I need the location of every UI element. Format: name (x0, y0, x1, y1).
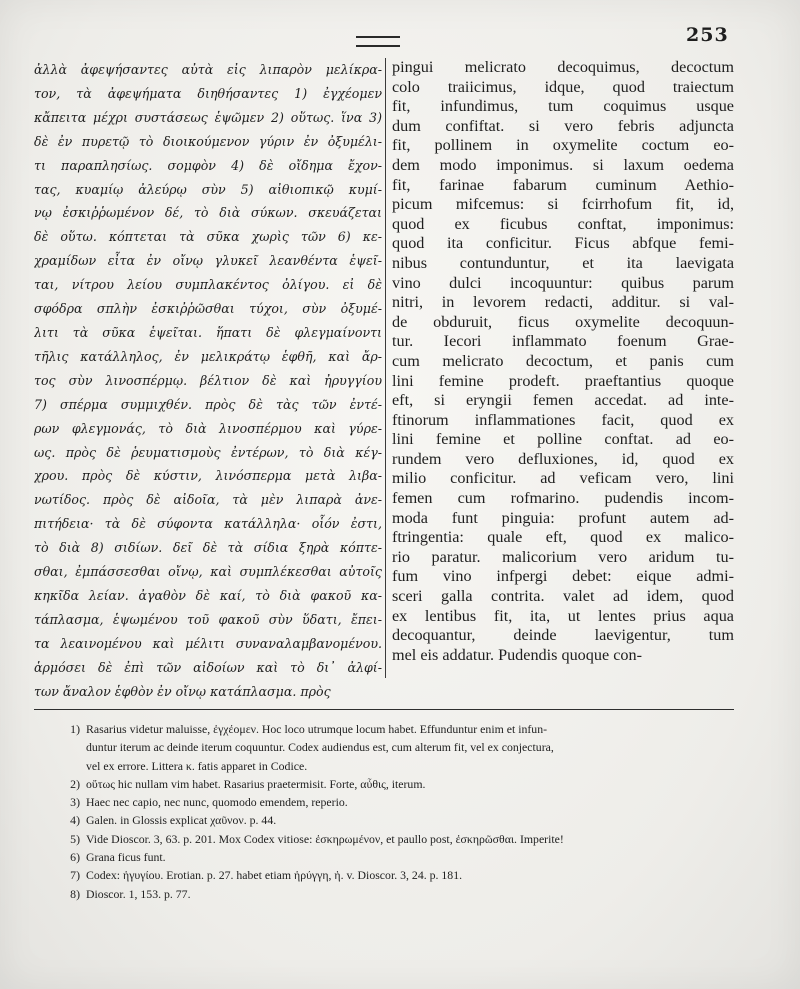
latin-text-line: dum confiftat. si vero febris adjuncta (392, 116, 734, 135)
footnote-number: 4) (70, 813, 80, 828)
footnote (46, 811, 736, 829)
footnote-text: Dioscor. 1, 153. p. 77. (86, 886, 191, 901)
latin-text-line: nibus contunduntur, et ita laevigata (392, 253, 734, 272)
greek-text-line: ἁρμόσει δὲ ἐπὶ τῶν αἰδοίων καὶ τὸ δι᾽ ἀλφί- (34, 659, 382, 675)
footnote (46, 775, 736, 793)
footnote-number: 2) (70, 776, 80, 791)
latin-text-line: cum melicrato decoctum, et panis cum (392, 351, 734, 370)
latin-text-line: nitri, in levorem redacti, additur. si val- (392, 293, 734, 312)
footnote-text: Grana ficus funt. (86, 850, 166, 865)
greek-text-line: τι παραπλησίως. σομφὸν 4) δὲ οἴδημα ἔχον- (34, 157, 382, 173)
latin-text-line: quod ita conficitur. Ficus abfque femi- (392, 234, 734, 253)
greek-text-line: κηκῖδα λείαν. ἀγαθὸν δὲ καί, τὸ διὰ φακοῦ κα- (34, 587, 382, 603)
latin-text-line: fum vino infpergi debet: eique admi- (392, 567, 734, 586)
greek-text-line: τὸ διὰ 8) σιδίων. δεῖ δὲ τὰ σίδια ξηρὰ κόπτε- (34, 540, 382, 556)
footnote-separator (34, 709, 734, 710)
greek-text-line: τῆλις κατάλληλος, ἐν μελικράτῳ ἑφθῆ, καὶ ἄρ- (34, 348, 382, 364)
latin-text-line: rio paratur. malicorium vero aridum tu- (392, 547, 734, 566)
greek-text-line: λιτι τὰ σῦκα ἑψεῖται. ἥπατι δὲ φλεγμαίνοντι (34, 324, 382, 340)
footnote-text: Vide Dioscor. 3, 63. p. 201. Mox Codex vitiose: ἐσκηρωμένον, et paullo post, ἐσκηρῶσθαι. Imperite! (86, 831, 564, 846)
latin-text-line: ftringentia: quale eft, quod ex malico- (392, 528, 734, 547)
greek-text-line: τα λεαινομένου καὶ μέλιτι συναναλαμβανομένου. (34, 635, 382, 651)
greek-text-line: νωτίδος. πρὸς δὲ αἰδοῖα, τὰ μὲν λιπαρὰ ἀνε- (34, 492, 382, 508)
greek-text-line: 7) σπέρμα συμμιχθέν. πρὸς δὲ τὰς τῶν ἐντέ- (34, 396, 382, 412)
footnote-number: 5) (70, 831, 80, 846)
page-number: 253 (686, 24, 729, 46)
latin-translation-column (392, 58, 734, 665)
latin-text-line: milio conficitur. ad veficam vero, lini (392, 469, 734, 488)
greek-text-line: τος σὺν λινοσπέρμῳ. βέλτιον δὲ καὶ ἠρυγγίου (34, 372, 382, 388)
footnote-number: 8) (70, 886, 80, 901)
latin-text-line: eft, si eryngii femen accedat. ad inte- (392, 391, 734, 410)
greek-text-line: σθαι, ἐμπάσσεσθαι οἴνῳ, καὶ συμπλέκεσθαι αὐτοῖς (34, 564, 382, 580)
latin-text-line: mel eis addatur. Pudendis quoque con- (392, 645, 642, 664)
greek-text-line: ως. πρὸς δὲ ῥευματισμοὺς ἐντέρων, τὸ διὰ κέγ- (34, 444, 382, 460)
latin-text-line: moda funt pinguia: profunt autem ad- (392, 508, 734, 527)
column-divider (385, 58, 386, 678)
greek-text-line: χραμίδων εἶτα ἐν οἴνῳ γλυκεῖ λεανθέντα ἑψεῖ- (34, 253, 382, 269)
greek-text-line: πιτήδεια· τὰ δὲ σύφοντα κατάλληλα· οἷόν ἐστι, (34, 516, 382, 532)
footnote-text: Haec nec capio, nec nunc, quomodo emendem, reperio. (86, 795, 348, 810)
footnote-number: 3) (70, 795, 80, 810)
footnote-text: Galen. in Glossis explicat χαῦνον. p. 44. (86, 813, 277, 828)
footnote (46, 793, 736, 811)
footnote (46, 738, 736, 756)
latin-text-line: colo traiicimus, idque, quod traiectum (392, 77, 734, 96)
greek-text-line: νῳ ἐσκιῤῥωμένον δέ, τὸ διὰ σύκων. σκευάζεται (34, 205, 382, 221)
latin-text-line: lini femine et polline conftat. ad eo- (392, 430, 734, 449)
latin-text-line: ftinorum inflammationes facit, quod ex (392, 410, 734, 429)
greek-text-line: ρων φλεγμονάς, τὸ διὰ λινοσπέρμου καὶ γύρε- (34, 420, 382, 436)
footnotes-section (46, 720, 736, 903)
footnote-text: duntur iterum ac deinde iterum coquuntur. Codex audiendus est, cum alterum fit, vel ex conjectura, (86, 740, 554, 755)
footnote-text: Rasarius videtur maluisse, ἐγχέομεν. Hoc loco utrumque locum habet. Effunduntur enim et infun- (86, 722, 548, 736)
greek-text-line: ται, νίτρου λείου συμπλακέντος ὀλίγου. εἰ δὲ (34, 277, 382, 293)
footnote-number: 1) (70, 722, 80, 736)
footnote (46, 720, 736, 738)
greek-text-line: των ἄναλον ἑφθὸν ἐν οἴνῳ κατάπλασμα. πρὸς (34, 683, 331, 699)
latin-text-line: ex lentibus fit, ita, ut lentes prius aqua (392, 606, 734, 625)
latin-text-line: femen cum rofmarino. pudendis incom- (392, 489, 734, 508)
latin-text-line: sceri galla contrita. valet ad idem, quod (392, 587, 734, 606)
footnote (46, 885, 736, 903)
greek-text-line: ἀλλὰ ἀφεψήσαντες αὐτὰ εἰς λιπαρὸν μελίκρα- (34, 62, 382, 77)
footnote (46, 866, 736, 884)
greek-text-line: χρου. πρὸς δὲ κύστιν, λινόσπερμα μετὰ λιβα- (34, 468, 382, 484)
greek-text-line: τας, κυαμίῳ ἀλεύρῳ σὺν 5) αἰθιοπικῷ κυμί- (34, 181, 382, 197)
latin-text-line: fit, farinae fabarum cuminum Aethio- (392, 175, 734, 194)
latin-text-line: lini femine prodeft. praeftantius quoque (392, 371, 734, 390)
footnote-text: vel ex errore. Littera κ. fatis apparet in Codice. (86, 758, 308, 773)
latin-text-line: tur. Iecori inflammato foenum Grae- (392, 332, 734, 351)
footnote (46, 848, 736, 866)
latin-text-line: fit, infundimus, tum coquimus usque (392, 97, 734, 116)
latin-text-line: rundem vero defluxiones, id, quod ex (392, 449, 734, 468)
footnote-number: 7) (70, 868, 80, 883)
greek-text-line: σφόδρα σπλὴν ἐσκιῤῥῶσθαι τύχοι, σὺν ὀξυμέ- (34, 301, 382, 317)
greek-text-column (34, 58, 382, 703)
header-ornament-rule (356, 36, 400, 47)
latin-text-line: decoquantur, deinde laevigentur, tum (392, 626, 734, 645)
greek-text-line: τάπλασμα, ἑψωμένου τοῦ φακοῦ σὺν ὕδατι, ἔπει- (34, 611, 382, 627)
latin-text-line: quod ex ficubus conftat, imponimus: (392, 214, 734, 233)
greek-text-line: τον, τὰ ἀφεψήματα διηθήσαντες 1) ἐγχέομεν (34, 85, 382, 101)
footnote-text: οὕτως hic nullam vim habet. Rasarius praetermisit. Forte, αὖθις, iterum. (86, 776, 426, 791)
footnote-number: 6) (70, 850, 80, 865)
footnote (46, 830, 736, 848)
footnote-text: Codex: ἠγυγίου. Erotian. p. 27. habet etiam ἠρύγγη, ἡ. v. Dioscor. 3, 24. p. 181. (86, 868, 463, 883)
latin-text-line: picum mifcemus: si fcirrhofum fit, id, (392, 195, 734, 214)
greek-text-line: δὲ οὕτω. κόπτεται τὰ σῦκα χωρὶς τῶν 6) κε- (34, 229, 382, 245)
greek-text-line: κἄπειτα μέχρι συστάσεως ἑψῶμεν 2) οὕτως. ἵνα 3) (34, 109, 382, 125)
latin-text-line: dem modo imponimus. si laxum oedema (392, 155, 734, 174)
latin-text-line: pingui melicrato decoquimus, decoctum (392, 58, 734, 76)
latin-text-line: de obduruit, ficus oxymelite decoquun- (392, 312, 734, 331)
greek-text-line: δὲ ἐν πυρετῷ τὸ διοικούμενον γύριν ἐν ὀξυμέλι- (34, 133, 382, 149)
footnote (46, 757, 736, 775)
latin-text-line: fit, pollinem in oxymelite coctum eo- (392, 136, 734, 155)
latin-text-line: vino dulci incoquuntur: quibus parum (392, 273, 734, 292)
